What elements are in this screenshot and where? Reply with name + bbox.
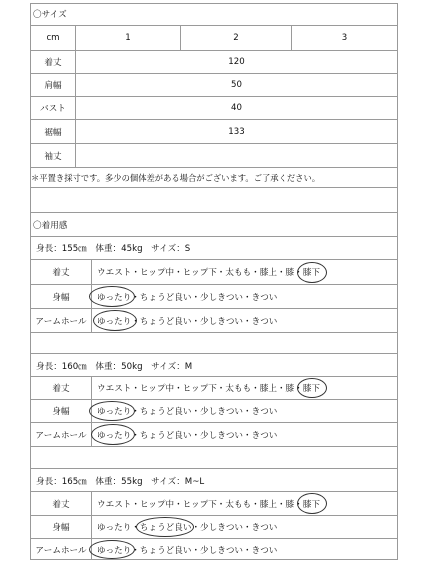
fit-section-title: 〇着用感 [33, 221, 68, 231]
size-header-3: 3 [341, 33, 348, 43]
fit-row-options: ゆったり・ちょうど良い・少しきつい・きつい [97, 407, 278, 417]
fit-row-options: ゆったり・ちょうど良い・少しきつい・きつい [97, 316, 278, 327]
size-row-value: 120 [228, 57, 245, 67]
size-row-label: バスト [40, 104, 66, 114]
size-row-label: 肩幅 [44, 81, 62, 91]
size-row-label: 着丈 [44, 58, 62, 68]
fit-row-options: ゆったり・ちょうど良い・少しきつい・きつい [97, 523, 278, 533]
size-row-value: 40 [231, 103, 242, 113]
fit-row-options: ウエスト・ヒップ中・ヒップ下・太もも・膝上・膝・膝下 [97, 499, 320, 510]
divider [30, 187, 398, 188]
divider [30, 353, 398, 354]
selection-circle [297, 493, 327, 514]
size-section-title: 〇サイズ [33, 10, 67, 20]
selection-circle [297, 378, 327, 398]
fit-row-options: ウエスト・ヒップ中・ヒップ下・太もも・膝上・膝・膝下 [97, 268, 320, 278]
selection-circle [89, 401, 135, 421]
divider [30, 167, 398, 168]
selection-circle [93, 310, 137, 331]
fit-row-options: ウエスト・ヒップ中・ヒップ下・太もも・膝上・膝・膝下 [97, 384, 320, 394]
fit-row-options: ゆったり・ちょうど良い・少しきつい・きつい [97, 545, 278, 556]
fit-row-label: 着丈 [52, 384, 70, 394]
fit-row-label: 身幅 [52, 292, 70, 303]
model-header: 身長：160㎝ 体重：50kg サイズ：M [36, 362, 193, 372]
divider [30, 212, 398, 213]
selection-circle [297, 262, 327, 283]
model-header: 身長：155㎝ 体重：45kg サイズ：S [36, 244, 191, 254]
divider [30, 332, 398, 333]
selection-circle [91, 424, 135, 445]
size-row-value: 50 [231, 80, 242, 90]
fit-row-label: 身幅 [52, 407, 70, 417]
model-header: 身長：165㎝ 体重：55kg サイズ：M~L [36, 477, 205, 487]
size-row-value: 133 [228, 126, 245, 137]
size-header-2: 2 [233, 33, 239, 43]
size-row-label: 袖丈 [44, 151, 62, 162]
size-note: ＊平置き採寸です。多少の個体差がある場合がございます。ご了承ください。 [31, 173, 321, 183]
fit-row-label: 身幅 [52, 523, 70, 533]
selection-circle [89, 286, 135, 307]
fit-row-options: ゆったり・ちょうど良い・少しきつい・きつい [97, 430, 278, 441]
fit-row-label: アームホール [35, 430, 87, 441]
selection-circle [136, 517, 194, 537]
selection-circle [89, 540, 135, 559]
divider [30, 446, 398, 447]
fit-row-label: アームホール [35, 316, 87, 327]
size-row-value [76, 144, 397, 167]
size-header-1: 1 [125, 33, 131, 43]
fit-row-label: 着丈 [52, 268, 70, 278]
divider [30, 468, 398, 469]
fit-row-label: 着丈 [52, 499, 70, 510]
fit-row-options: ゆったり・ちょうど良い・少しきつい・きつい [97, 292, 278, 303]
fit-row-label: アームホール [35, 545, 87, 556]
size-row-label: 裾幅 [44, 127, 62, 138]
divider [30, 236, 398, 237]
size-header-cm: cm [46, 33, 60, 43]
